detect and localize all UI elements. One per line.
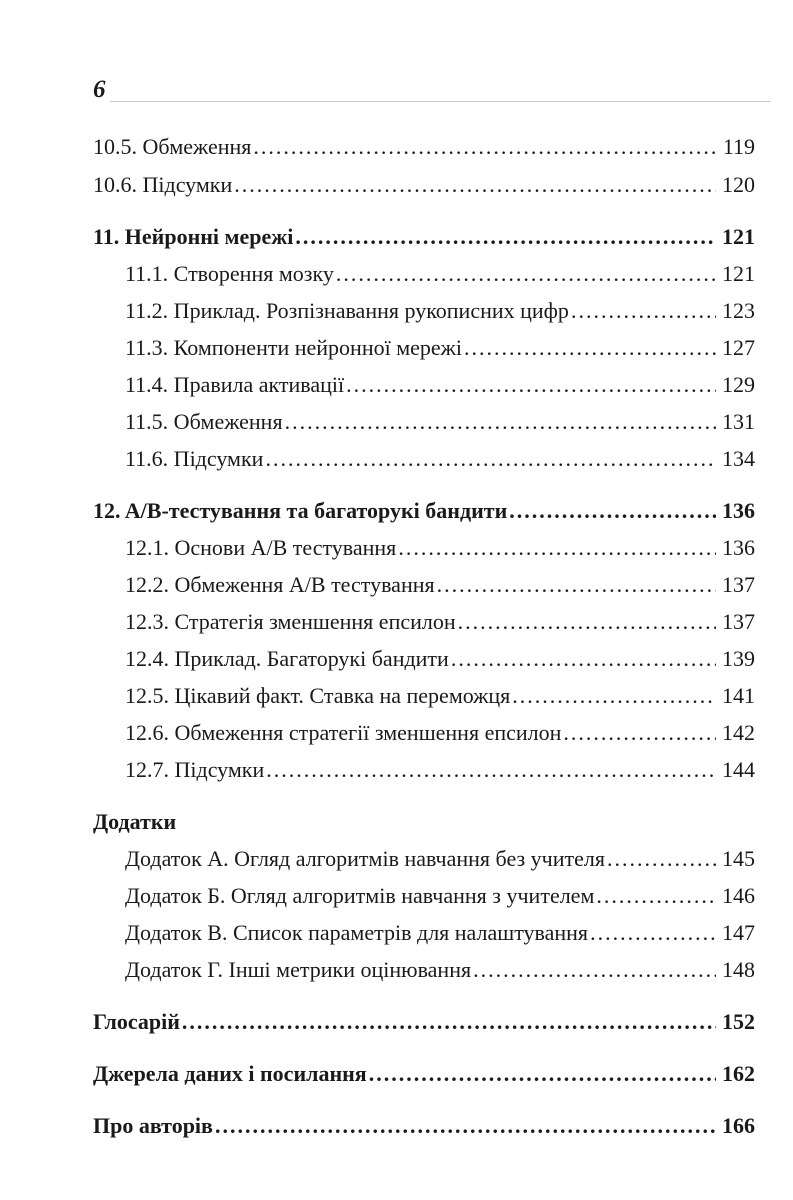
toc-entry-page: 127 (722, 335, 755, 360)
toc-entry-page: 120 (722, 172, 755, 197)
toc-entry-page: 129 (722, 372, 755, 397)
dot-leader (512, 681, 716, 711)
toc-entry-12-6 (125, 718, 755, 748)
toc-entry-12-3 (125, 607, 755, 637)
toc-chapter-label: Про авторів (93, 1113, 213, 1138)
dot-leader (563, 718, 716, 748)
toc-entry-page: 134 (722, 446, 755, 471)
toc-entry-label: 12.4. Приклад. Багаторукі бандити (125, 646, 449, 671)
toc-entry-label: 12.1. Основи A/B тестування (125, 535, 397, 560)
dot-leader (590, 918, 716, 948)
dot-leader (265, 444, 716, 474)
toc-entry-12-7 (125, 755, 755, 785)
toc-entry-11-2 (125, 296, 755, 326)
page-number: 6 (93, 76, 106, 103)
toc-appendix-b (125, 881, 755, 911)
dot-leader (215, 1111, 716, 1141)
dot-leader (346, 370, 716, 400)
toc-entry-page: 145 (722, 846, 755, 871)
toc-entry-page: 121 (722, 261, 755, 286)
toc-entry-label: 11.4. Правила активації (125, 372, 345, 397)
toc-entry-label: 12.5. Цікавий факт. Ставка на переможця (125, 683, 511, 708)
dot-leader (336, 259, 716, 289)
toc-appendices-heading: Додатки (93, 809, 177, 834)
toc-entry-page: 119 (722, 134, 755, 159)
toc-chapter-page: 121 (722, 224, 755, 249)
toc-entry-label: 11.1. Створення мозку (125, 261, 334, 286)
dot-leader (473, 955, 716, 985)
toc-entry-page: 144 (722, 757, 755, 782)
toc-entry-10-6 (93, 170, 755, 200)
toc-entry-11-6 (125, 444, 755, 474)
toc-chapter-11 (93, 222, 755, 252)
dot-leader (607, 844, 716, 874)
toc-entry-11-3 (125, 333, 755, 363)
toc-entry-page: 141 (722, 683, 755, 708)
toc-entry-12-5 (125, 681, 755, 711)
toc-entry-page: 131 (722, 409, 755, 434)
toc-chapter-page: 162 (722, 1061, 755, 1086)
toc-entry-label: 11.5. Обмеження (125, 409, 283, 434)
toc-entry-label: 11.2. Приклад. Розпізнавання рукописних цифр (125, 298, 569, 323)
toc-authors (93, 1111, 755, 1141)
toc-chapter-page: 152 (722, 1009, 755, 1034)
toc-entry-11-5 (125, 407, 755, 437)
dot-leader (596, 881, 716, 911)
dot-leader (253, 132, 716, 162)
toc-chapter-label: Джерела даних і посилання (93, 1061, 367, 1086)
toc-entry-11-4 (125, 370, 755, 400)
dot-leader (571, 296, 716, 326)
toc-appendix-g (125, 955, 755, 985)
toc-entry-label: 12.6. Обмеження стратегії зменшення епсилон (125, 720, 562, 745)
toc-chapter-label: Глосарій (93, 1009, 180, 1034)
toc-entry-12-4 (125, 644, 755, 674)
toc-entry-label: 12.2. Обмеження A/B тестування (125, 572, 435, 597)
toc-entry-page: 139 (722, 646, 755, 671)
toc-sources (93, 1059, 755, 1089)
toc-entry-page: 142 (722, 720, 755, 745)
toc-entry-page: 148 (722, 957, 755, 982)
toc-appendix-a (125, 844, 755, 874)
dot-leader (437, 570, 716, 600)
toc-entry-12-2 (125, 570, 755, 600)
toc-entry-page: 136 (722, 535, 755, 560)
dot-leader (398, 533, 716, 563)
dot-leader (451, 644, 716, 674)
dot-leader (266, 755, 716, 785)
toc-chapter-page: 166 (722, 1113, 755, 1138)
toc-entry-label: 12.7. Підсумки (125, 757, 265, 782)
toc-entry-label: Додаток В. Список параметрів для налаштування (125, 920, 589, 945)
toc-entry-10-5 (93, 132, 755, 162)
dot-leader (182, 1007, 716, 1037)
toc-entry-label: 11.3. Компоненти нейронної мережі (125, 335, 462, 360)
dot-leader (295, 222, 716, 252)
dot-leader (464, 333, 716, 363)
dot-leader (369, 1059, 716, 1089)
toc-entry-label: Додаток Б. Огляд алгоритмів навчання з учителем (125, 883, 595, 908)
toc-entry-page: 123 (722, 298, 755, 323)
dot-leader (285, 407, 716, 437)
toc-chapter-page: 136 (722, 498, 755, 523)
toc-entry-label: 11.6. Підсумки (125, 446, 264, 471)
toc-entry-label: 12.3. Стратегія зменшення епсилон (125, 609, 456, 634)
toc-entry-label: Додаток A. Огляд алгоритмів навчання без учителя (125, 846, 605, 871)
dot-leader (509, 496, 716, 526)
toc-entry-page: 146 (722, 883, 755, 908)
toc-appendix-v (125, 918, 755, 948)
dot-leader (234, 170, 716, 200)
toc-entry-11-1 (125, 259, 755, 289)
toc-chapter-label: 11. Нейронні мережі (93, 224, 294, 249)
toc-chapter-label: 12. A/B-тестування та багаторукі бандити (93, 498, 508, 523)
toc-glossary (93, 1007, 755, 1037)
dot-leader (458, 607, 716, 637)
toc-entry-label: 10.6. Підсумки (93, 172, 233, 197)
toc-entry-page: 137 (722, 572, 755, 597)
toc-chapter-12 (93, 496, 755, 526)
toc-entry-page: 147 (722, 920, 755, 945)
toc-entry-label: 10.5. Обмеження (93, 134, 252, 159)
toc-entry-page: 137 (722, 609, 755, 634)
toc-entry-label: Додаток Г. Інші метрики оцінювання (125, 957, 472, 982)
toc-entry-12-1 (125, 533, 755, 563)
